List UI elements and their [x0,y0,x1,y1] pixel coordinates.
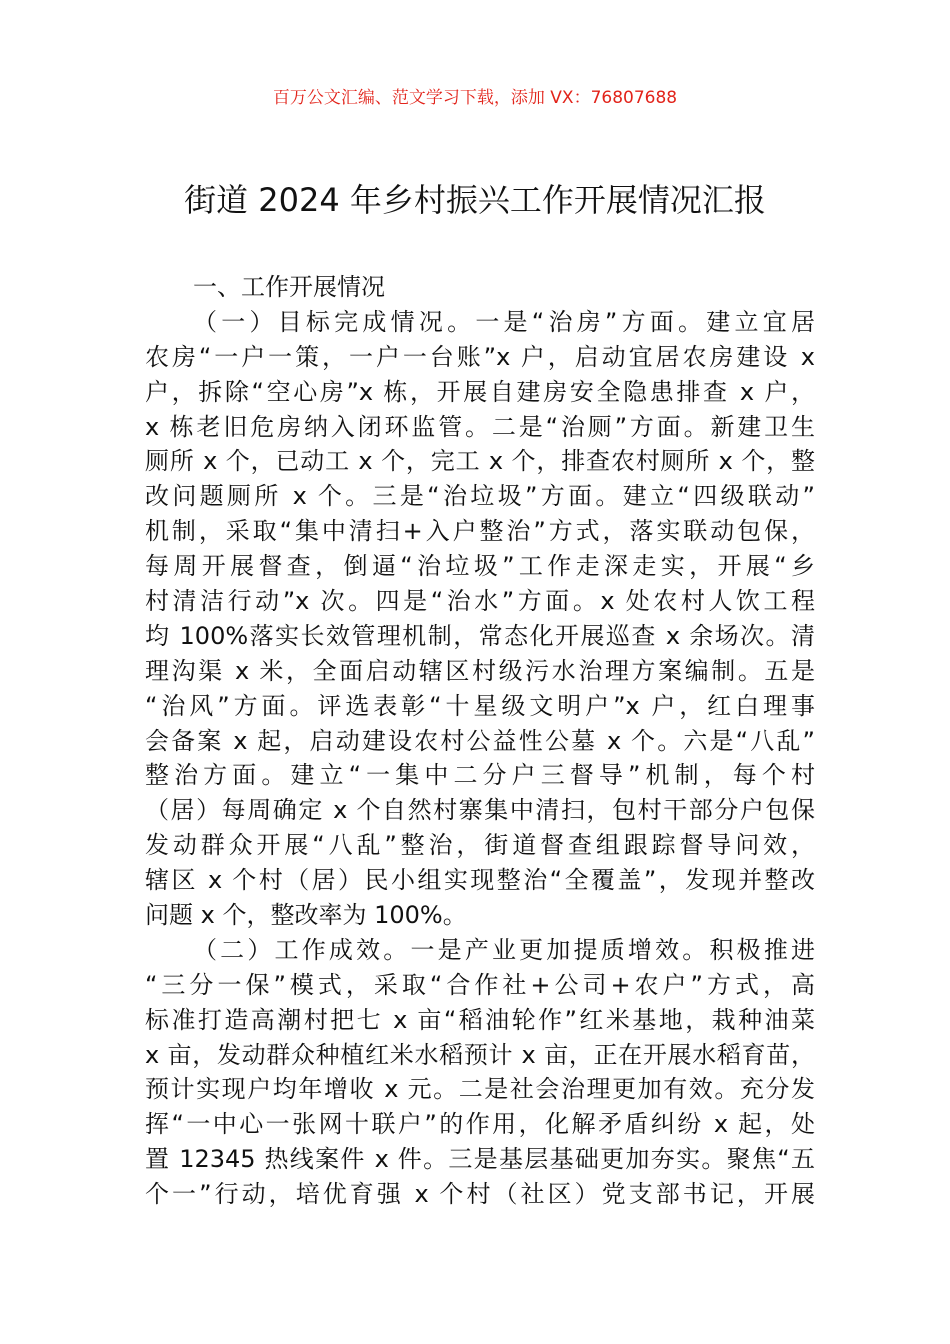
body-line: 农房“一户一策，一户一台账”x 户，启动宜居农房建设 x [145,342,815,371]
document-title: 街道 2024 年乡村振兴工作开展情况汇报 [184,181,766,219]
body-line: 会备案 x 起，启动建设农村公益性公墓 x 个。六是“八乱” [145,726,815,755]
body-line: 预计实现户均年增收 x 元。二是社会治理更加有效。充分发 [145,1075,815,1104]
body-line: x 亩，发动群众种植红米水稻预计 x 亩，正在开展水稻育苗， [145,1040,815,1069]
body-line: 厕所 x 个，已动工 x 个，完工 x 个，排查农村厕所 x 个，整 [145,447,815,476]
body-line: 标准打造高潮村把七 x 亩“稻油轮作”红米基地，栽种油菜 [145,1005,815,1034]
body-line: 均 100%落实长效管理机制，常态化开展巡查 x 余场次。清 [145,621,815,650]
watermark-header: 百万公文汇编、范文学习下载，添加 VX：76807688 [272,88,678,108]
body-line: （居）每周确定 x 个自然村寨集中清扫，包村干部分户包保 [145,796,815,825]
body-line: 发动群众开展“八乱”整治，街道督查组跟踪督导问效， [145,831,815,860]
body-line: 每周开展督查，倒逼“治垃圾”工作走深走实，开展“乡 [145,552,815,581]
body-line: 整治方面。建立“一集中二分户三督导”机制，每个村 [145,761,815,790]
document-body [145,270,815,1212]
body-line: 一、工作开展情况 [193,273,385,301]
body-line: 问题 x 个，整改率为 100%。 [145,901,467,930]
body-line: 个一”行动，培优育强 x 个村（社区）党支部书记，开展 [145,1180,815,1209]
body-line: 挥“一中心一张网十联户”的作用，化解矛盾纠纷 x 起，处 [145,1110,815,1139]
body-line: 机制，采取“集中清扫+入户整治”方式，落实联动包保， [145,517,815,546]
body-line: 改问题厕所 x 个。三是“治垃圾”方面。建立“四级联动” [145,482,815,511]
body-line: 村清洁行动”x 次。四是“治水”方面。x 处农村人饮工程 [145,587,815,616]
body-line: x 栋老旧危房纳入闭环监管。二是“治厕”方面。新建卫生 [145,412,815,441]
body-line: （一）目标完成情况。一是“治房”方面。建立宜居 [193,307,815,336]
body-line: 理沟渠 x 米，全面启动辖区村级污水治理方案编制。五是 [145,656,815,685]
body-line: 辖区 x 个村（居）民小组实现整治“全覆盖”，发现并整改 [145,866,815,895]
body-line: （二）工作成效。一是产业更加提质增效。积极推进 [193,935,815,964]
body-line: 户，拆除“空心房”x 栋，开展自建房安全隐患排查 x 户， [145,377,815,406]
body-line: “三分一保”模式，采取“合作社+公司+农户”方式，高 [145,970,815,999]
body-line: “治风”方面。评选表彰“十星级文明户”x 户，红白理事 [145,691,815,720]
body-line: 置 12345 热线案件 x 件。三是基层基础更加夯实。聚焦“五 [145,1145,815,1174]
